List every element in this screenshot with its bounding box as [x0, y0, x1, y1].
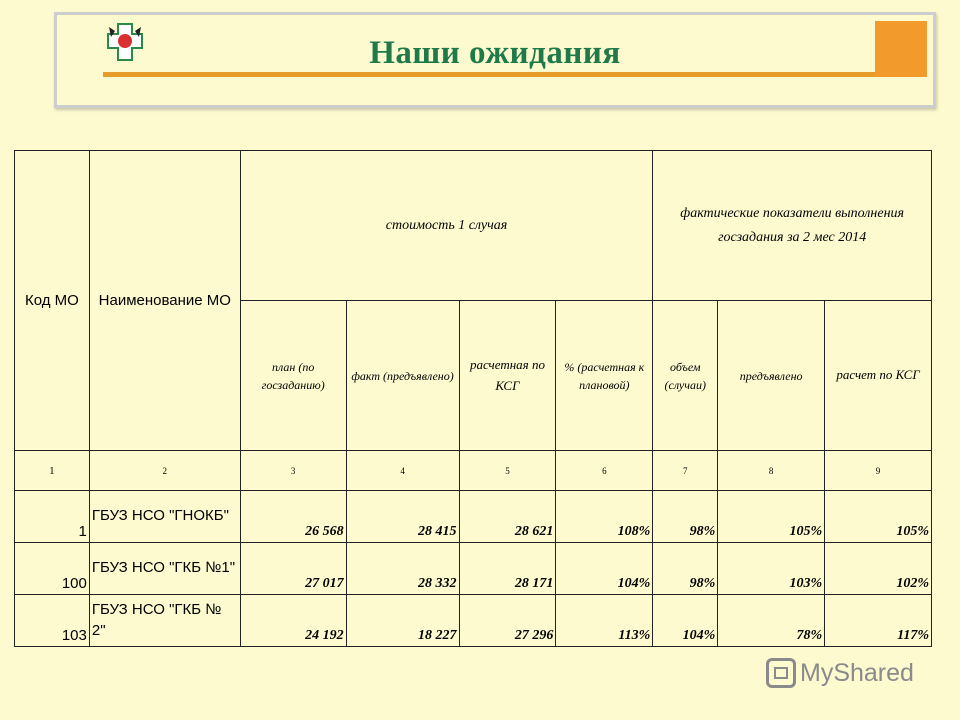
column-number-row — [15, 451, 932, 491]
column-number: 6 — [556, 451, 653, 491]
cell-ksg-result: 117% — [825, 595, 932, 647]
column-number: 7 — [653, 451, 718, 491]
header-ksg-result: расчет по КСГ — [825, 301, 932, 451]
header-fact-group: фактические показатели выполнения госзадания за 2 мес 2014 — [653, 151, 932, 301]
watermark-text: MyShared — [800, 658, 914, 687]
cell-percent: 113% — [556, 595, 653, 647]
cell-fact: 28 332 — [346, 543, 459, 595]
row-name: ГБУЗ НСО "ГКБ №1" — [89, 543, 240, 595]
watermark — [766, 656, 914, 690]
row-code: 100 — [15, 543, 90, 595]
accent-block — [875, 21, 927, 77]
header-cost-group: стоимость 1 случая — [240, 151, 653, 301]
row-code: 1 — [15, 491, 90, 543]
cell-ksg-calc: 28 621 — [459, 491, 556, 543]
cell-plan: 26 568 — [240, 491, 346, 543]
cell-volume: 98% — [653, 543, 718, 595]
row-code: 103 — [15, 595, 90, 647]
header-presented: предъявлено — [718, 301, 825, 451]
table-row — [15, 491, 932, 543]
title-underline — [103, 72, 875, 77]
page-title: Наши ожидания — [369, 35, 621, 71]
cell-volume: 98% — [653, 491, 718, 543]
cell-plan: 24 192 — [240, 595, 346, 647]
header-ksg-calc: расчетная по КСГ — [459, 301, 556, 451]
cell-presented: 103% — [718, 543, 825, 595]
row-name: ГБУЗ НСО "ГКБ № 2" — [89, 595, 240, 647]
row-name: ГБУЗ НСО "ГНОКБ" — [89, 491, 240, 543]
table-row — [15, 543, 932, 595]
header-percent: % (расчетная к плановой) — [556, 301, 653, 451]
cell-ksg-result: 102% — [825, 543, 932, 595]
table-row — [15, 595, 932, 647]
cell-volume: 104% — [653, 595, 718, 647]
cell-presented: 78% — [718, 595, 825, 647]
header-fact: факт (предъявлено) — [346, 301, 459, 451]
myshared-logo-icon — [766, 658, 796, 688]
column-number: 8 — [718, 451, 825, 491]
data-table — [14, 150, 932, 647]
header-code: Код МО — [15, 151, 90, 451]
cell-percent: 108% — [556, 491, 653, 543]
cell-plan: 27 017 — [240, 543, 346, 595]
header-volume: объем (случаи) — [653, 301, 718, 451]
column-number: 2 — [89, 451, 240, 491]
cell-ksg-calc: 28 171 — [459, 543, 556, 595]
column-number: 1 — [15, 451, 90, 491]
cell-ksg-result: 105% — [825, 491, 932, 543]
cell-fact: 28 415 — [346, 491, 459, 543]
title-banner — [54, 12, 936, 108]
cell-percent: 104% — [556, 543, 653, 595]
column-number: 5 — [459, 451, 556, 491]
column-number: 4 — [346, 451, 459, 491]
cell-ksg-calc: 27 296 — [459, 595, 556, 647]
cell-fact: 18 227 — [346, 595, 459, 647]
column-number: 9 — [825, 451, 932, 491]
cell-presented: 105% — [718, 491, 825, 543]
header-name: Наименование МО — [89, 151, 240, 451]
column-number: 3 — [240, 451, 346, 491]
header-plan: план (по госзаданию) — [240, 301, 346, 451]
